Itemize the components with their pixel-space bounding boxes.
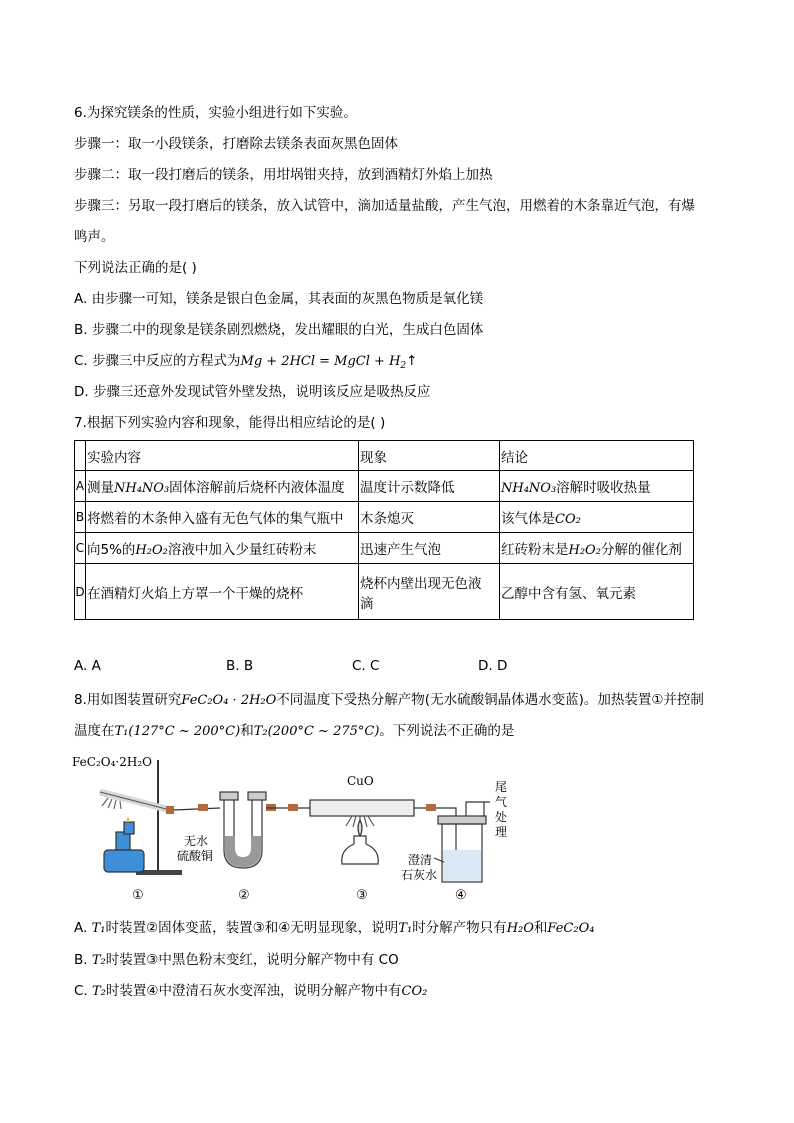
table-corner-cell — [75, 441, 86, 471]
limewater-label-1: 澄清 — [408, 853, 433, 867]
device-3-label: ③ — [356, 888, 368, 903]
up-arrow-icon: ↑ — [406, 353, 418, 369]
row-conclusion: 乙醇中含有氢、氧元素 — [500, 564, 694, 620]
experiment-apparatus-diagram — [70, 752, 530, 904]
q7-table — [74, 440, 694, 620]
option-text: 时装置③中黑色粉末变红，说明分解产物中有 CO — [105, 952, 399, 968]
option-text: 时分解产物只有 — [412, 920, 507, 936]
q6-option-b: B. 步骤二中的现象是镁条剧烈燃烧，发出耀眼的白光，生成白色固体 — [74, 322, 484, 338]
tail-gas-label-4: 理 — [495, 825, 508, 839]
option-text: A. — [74, 920, 92, 936]
row-conclusion — [500, 533, 694, 564]
row-content — [86, 471, 359, 502]
option-text: B. — [74, 952, 92, 968]
row-label: A — [75, 471, 86, 502]
q8-option-b — [74, 950, 399, 971]
cuo-label: CuO — [347, 774, 374, 788]
tail-gas-label-3: 处 — [495, 810, 508, 824]
conclusion-text: 分解的催化剂 — [600, 542, 682, 558]
row-phenomenon: 木条熄灭 — [359, 502, 500, 533]
q8-stem — [74, 690, 704, 711]
temperature-t2: T₂ — [91, 953, 106, 968]
formula: CO₂ — [401, 984, 428, 999]
formula: CO₂ — [555, 512, 581, 527]
phenomenon-line: 烧杯内壁出现无色液 — [360, 575, 482, 592]
row-phenomenon: 迅速产生气泡 — [359, 533, 500, 564]
row-conclusion — [500, 502, 694, 533]
cuso4-label-1: 无水 — [184, 834, 209, 848]
row-content: 将燃着的木条伸入盛有无色气体的集气瓶中 — [86, 502, 359, 533]
q6-option-a: A. 由步骤一可知，镁条是银白色金属，其表面的灰黑色物质是氧化镁 — [74, 291, 484, 307]
tail-gas-label-1: 尾 — [495, 780, 508, 794]
row-label: D — [75, 564, 86, 620]
q6-option-c-subscript: 2 — [400, 361, 407, 371]
option-text: 时装置②固体变蓝，装置③和④无明显现象，说明 — [105, 920, 399, 936]
reagent-label: FeC₂O₄·2H₂O — [72, 755, 152, 769]
formula: NH₄NO₃ — [501, 481, 557, 496]
device-4-limewater-bottle — [434, 802, 490, 882]
formula: NH₄NO₃ — [114, 481, 170, 496]
q6-step3-cont: 鸣声。 — [74, 229, 115, 245]
table-row — [75, 502, 694, 533]
table-row — [75, 471, 694, 502]
header-phenomenon: 现象 — [359, 441, 500, 471]
q8-stem-text: 。下列说法不正确的是 — [379, 723, 515, 739]
content-text: 向5%的 — [87, 542, 136, 558]
q6-option-c-equation: Mg + 2HCl = MgCl + H — [240, 354, 401, 369]
temperature-t1: T₁ — [91, 921, 106, 936]
q7-option-c: C. C — [352, 658, 380, 674]
formula: H₂O — [506, 921, 534, 936]
table-row — [75, 564, 694, 620]
option-text: C. — [74, 983, 93, 999]
q6-option-c — [74, 351, 417, 376]
row-content — [86, 533, 359, 564]
q8-stem-text: 不同温度下受热分解产物(无水硫酸铜晶体遇水变蓝)。加热装置①并控制 — [276, 692, 704, 708]
row-phenomenon — [359, 564, 500, 620]
header-conclusion: 结论 — [500, 441, 694, 471]
q8-option-a — [74, 918, 594, 939]
device-1-heating — [100, 760, 182, 875]
formula: H₂O₂ — [568, 543, 601, 558]
content-text: 固体溶解前后烧杯内液体温度 — [169, 480, 345, 496]
q8-stem-line2 — [74, 721, 514, 742]
q8-option-c — [74, 981, 427, 1002]
q8-stem-text: 温度在 — [74, 723, 115, 739]
row-conclusion — [500, 471, 694, 502]
q8-stem-text: 和 — [240, 723, 254, 739]
limewater-label-2: 石灰水 — [401, 868, 438, 882]
temperature-t1: T₁ — [398, 921, 413, 936]
row-content: 在酒精灯火焰上方罩一个干燥的烧杯 — [86, 564, 359, 620]
q6-step1: 步骤一：取一小段镁条，打磨除去镁条表面灰黑色固体 — [74, 136, 398, 152]
q7-stem: 7.根据下列实验内容和现象，能得出相应结论的是( ) — [74, 415, 386, 431]
q6-step2: 步骤二：取一段打磨后的镁条，用坩埚钳夹持，放到酒精灯外焰上加热 — [74, 167, 493, 183]
q6-stem: 6.为探究镁条的性质，实验小组进行如下实验。 — [74, 105, 357, 121]
option-text: 和 — [533, 920, 548, 936]
q6-ask: 下列说法正确的是( ) — [74, 260, 197, 276]
q7-option-a: A. A — [74, 658, 101, 674]
conclusion-text: 该气体是 — [501, 511, 555, 527]
q7-option-d: D. D — [478, 658, 508, 674]
conclusion-text: 溶解时吸收热量 — [556, 480, 651, 496]
row-phenomenon: 温度计示数降低 — [359, 471, 500, 502]
formula: FeC₂O₄ — [547, 921, 595, 936]
device-1-label: ① — [132, 888, 144, 903]
conclusion-text: 红砖粉末是 — [501, 542, 569, 558]
q7-options — [74, 658, 694, 678]
row-label: B — [75, 502, 86, 533]
q7-option-b: B. B — [226, 658, 254, 674]
table-row — [75, 533, 694, 564]
q6-option-d: D. 步骤三还意外发现试管外壁发热，说明该反应是吸热反应 — [74, 384, 431, 400]
q8-formula: FeC₂O₄ · 2H₂O — [181, 693, 277, 708]
q6-step3: 步骤三：另取一段打磨后的镁条，放入试管中，滴加适量盐酸，产生气泡，用燃着的木条靠近气泡，有爆 — [74, 198, 695, 214]
option-text: 时装置④中澄清石灰水变浑浊，说明分解产物中有 — [105, 983, 402, 999]
header-content: 实验内容 — [86, 441, 359, 471]
cuso4-label-2: 硫酸铜 — [177, 849, 214, 863]
temperature-t2: T₂ — [92, 984, 106, 999]
content-text: 测量 — [87, 480, 114, 496]
q8-t2-range: T₂(200°C ~ 275°C) — [253, 724, 380, 739]
table-header-row — [75, 441, 694, 471]
row-label: C — [75, 533, 86, 564]
device-2-label: ② — [238, 888, 250, 903]
phenomenon-line: 滴 — [360, 595, 374, 612]
formula: H₂O₂ — [135, 543, 168, 558]
device-4-label: ④ — [455, 888, 467, 903]
q8-stem-text: 8.用如图装置研究 — [74, 692, 182, 708]
q6-option-c-text: C. 步骤三中反应的方程式为 — [74, 353, 241, 369]
content-text: 溶液中加入少量红砖粉末 — [167, 542, 317, 558]
tail-gas-label-2: 气 — [495, 795, 508, 809]
q8-t1-range: T₁(127°C ~ 200°C) — [114, 724, 241, 739]
